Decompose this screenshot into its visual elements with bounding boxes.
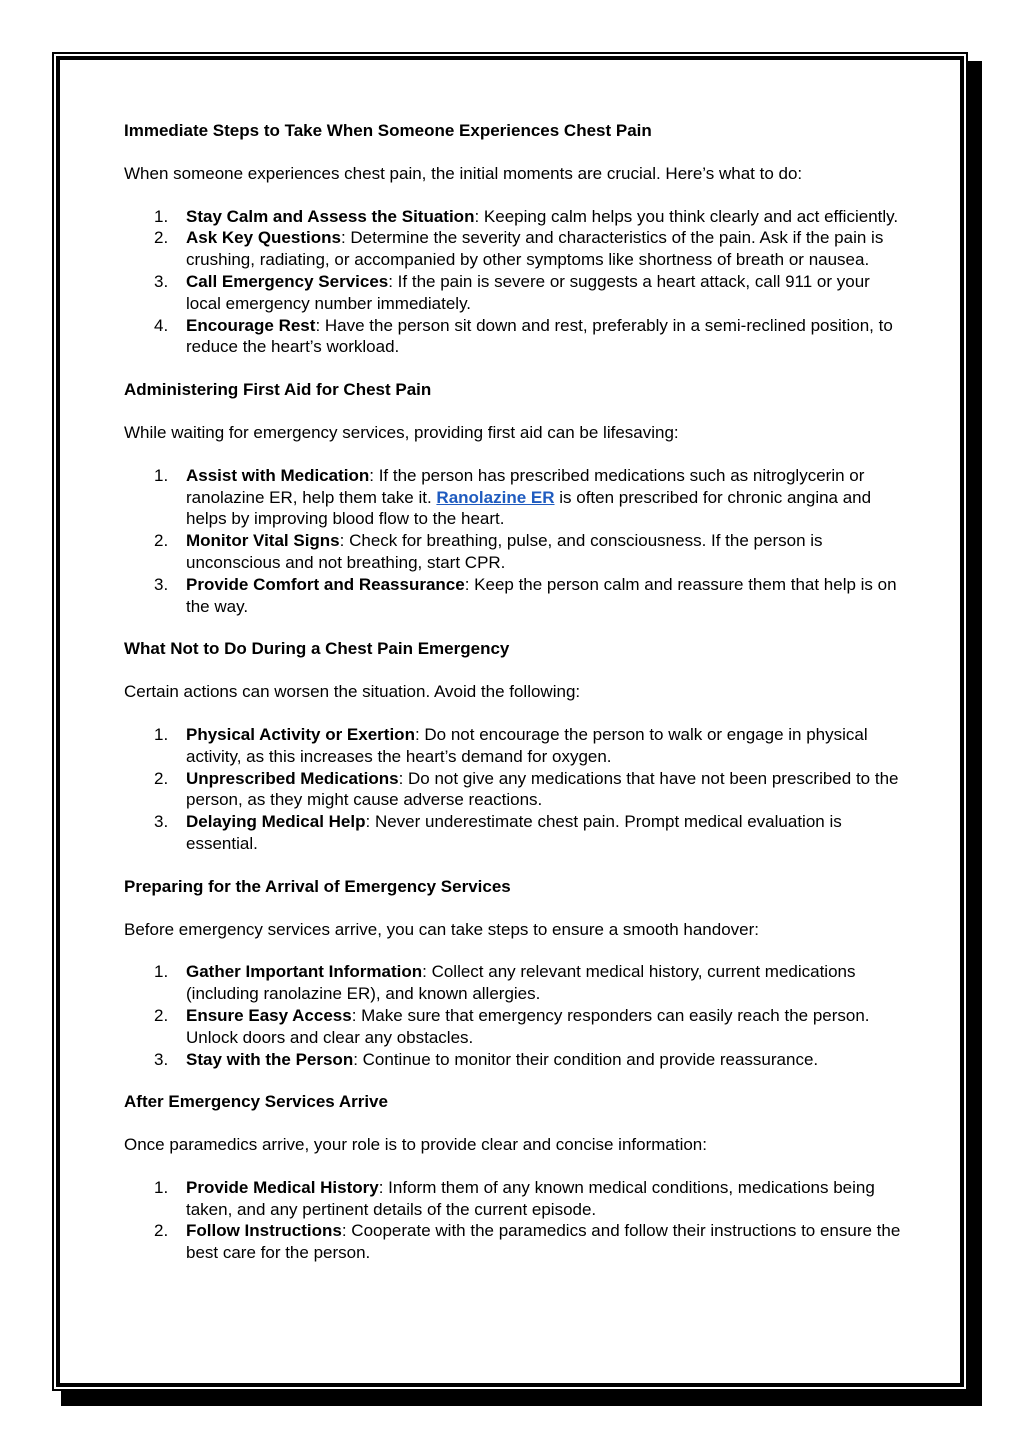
list-number: 2.: [154, 1221, 169, 1241]
list-number: 3.: [154, 271, 169, 291]
list-text: : Keep the person calm and reassure them that help is on the way.: [186, 574, 897, 616]
list-item: [124, 811, 904, 855]
list-item: [124, 271, 904, 315]
list-number: 1.: [154, 1177, 169, 1197]
numbered-list: [124, 1177, 904, 1264]
list-text: : If the pain is severe or suggests a heart attack, call 911 or your local emergency number immediately.: [186, 271, 870, 313]
list-term: Ensure Easy Access: [186, 1005, 352, 1025]
list-term: Gather Important Information: [186, 962, 423, 982]
section-intro: When someone experiences chest pain, the initial moments are crucial. Here’s what to do:: [124, 163, 803, 183]
list-item: [124, 1220, 904, 1264]
list-number: 1.: [154, 206, 169, 226]
section-heading: After Emergency Services Arrive: [124, 1092, 388, 1112]
list-text: : Never underestimate chest pain. Prompt medical evaluation is essential.: [186, 812, 842, 853]
list-item: [124, 1177, 904, 1221]
list-number: 1.: [154, 465, 169, 485]
list-term: Follow Instructions: [186, 1221, 342, 1241]
list-term: Provide Comfort and Reassurance: [186, 574, 465, 594]
list-item: [124, 768, 904, 812]
list-number: 2.: [154, 228, 169, 248]
list-text: : Cooperate with the paramedics and follow their instructions to ensure the best care for the person.: [186, 1221, 901, 1263]
list-item: [124, 574, 904, 618]
list-number: 1.: [154, 724, 169, 744]
section-intro: Once paramedics arrive, your role is to provide clear and concise information:: [124, 1135, 707, 1155]
ranolazine-er-link[interactable]: Ranolazine ER: [436, 487, 555, 507]
list-text: : If the person has prescribed medications such as nitroglycerin or ranolazine ER, help them take it.: [186, 465, 865, 507]
numbered-list: [124, 206, 904, 359]
list-text: : Keeping calm helps you think clearly and act efficiently.: [474, 206, 899, 226]
list-term: Delaying Medical Help: [186, 812, 366, 832]
section-intro: Certain actions can worsen the situation. Avoid the following:: [124, 682, 581, 702]
list-number: 2.: [154, 1005, 169, 1025]
list-term: Monitor Vital Signs: [186, 531, 340, 551]
list-item: [124, 227, 904, 271]
list-term: Stay with the Person: [186, 1049, 354, 1069]
list-text: : Do not encourage the person to walk or engage in physical activity, as this increases the heart’s demand for oxygen.: [186, 724, 868, 766]
list-number: 3.: [154, 1049, 169, 1069]
numbered-list: [124, 961, 904, 1070]
section-intro: Before emergency services arrive, you can take steps to ensure a smooth handover:: [124, 919, 759, 939]
list-text: : Collect any relevant medical history, current medications (including ranolazine ER), and known allergies.: [186, 962, 856, 1004]
list-text-continued: is often prescribed for chronic angina and helps by improving blood flow to the heart.: [186, 487, 872, 529]
list-item: [124, 724, 904, 768]
list-number: 2.: [154, 531, 169, 551]
list-item: [124, 961, 904, 1005]
list-term: Physical Activity or Exertion: [186, 724, 415, 744]
document-body: [124, 120, 904, 1285]
numbered-list: [124, 465, 904, 618]
list-number: 4.: [154, 315, 169, 335]
list-number: 3.: [154, 812, 169, 832]
list-number: 3.: [154, 574, 169, 594]
list-term: Ask Key Questions: [186, 228, 341, 248]
list-item: [124, 315, 904, 359]
list-text: : Inform them of any known medical conditions, medications being taken, and any pertinent details of the current episode.: [186, 1177, 875, 1219]
list-term: Encourage Rest: [186, 315, 316, 335]
list-item: [124, 465, 904, 530]
list-item: [124, 1005, 904, 1049]
list-term: Call Emergency Services: [186, 271, 389, 291]
list-text: : Continue to monitor their condition and provide reassurance.: [353, 1049, 819, 1069]
list-text: : Check for breathing, pulse, and consciousness. If the person is unconscious and not breathing, start CPR.: [186, 531, 823, 572]
list-term: Assist with Medication: [186, 465, 370, 485]
list-text: : Make sure that emergency responders can easily reach the person. Unlock doors and clear any obstacles.: [186, 1005, 870, 1047]
list-item: [124, 530, 904, 574]
list-text: : Have the person sit down and rest, preferably in a semi-reclined position, to reduce the heart’s workload.: [186, 315, 893, 357]
list-item: [124, 206, 904, 228]
list-term: Unprescribed Medications: [186, 768, 399, 788]
list-term: Stay Calm and Assess the Situation: [186, 206, 475, 226]
list-number: 2.: [154, 768, 169, 788]
section-heading: Administering First Aid for Chest Pain: [124, 380, 432, 400]
section-heading: Preparing for the Arrival of Emergency Services: [124, 876, 511, 896]
section-heading: What Not to Do During a Chest Pain Emergency: [124, 639, 510, 659]
list-text: : Determine the severity and characteristics of the pain. Ask if the pain is crushing, radiating, or accompanied by other symptoms like shortness of breath or nausea.: [186, 228, 884, 270]
list-number: 1.: [154, 962, 169, 982]
list-text: : Do not give any medications that have not been prescribed to the person, as they might cause adverse reactions.: [186, 768, 899, 810]
list-term: Provide Medical History: [186, 1177, 379, 1197]
section-heading: Immediate Steps to Take When Someone Experiences Chest Pain: [124, 121, 652, 140]
section-intro: While waiting for emergency services, providing first aid can be lifesaving:: [124, 422, 679, 442]
list-item: [124, 1049, 904, 1071]
numbered-list: [124, 724, 904, 855]
